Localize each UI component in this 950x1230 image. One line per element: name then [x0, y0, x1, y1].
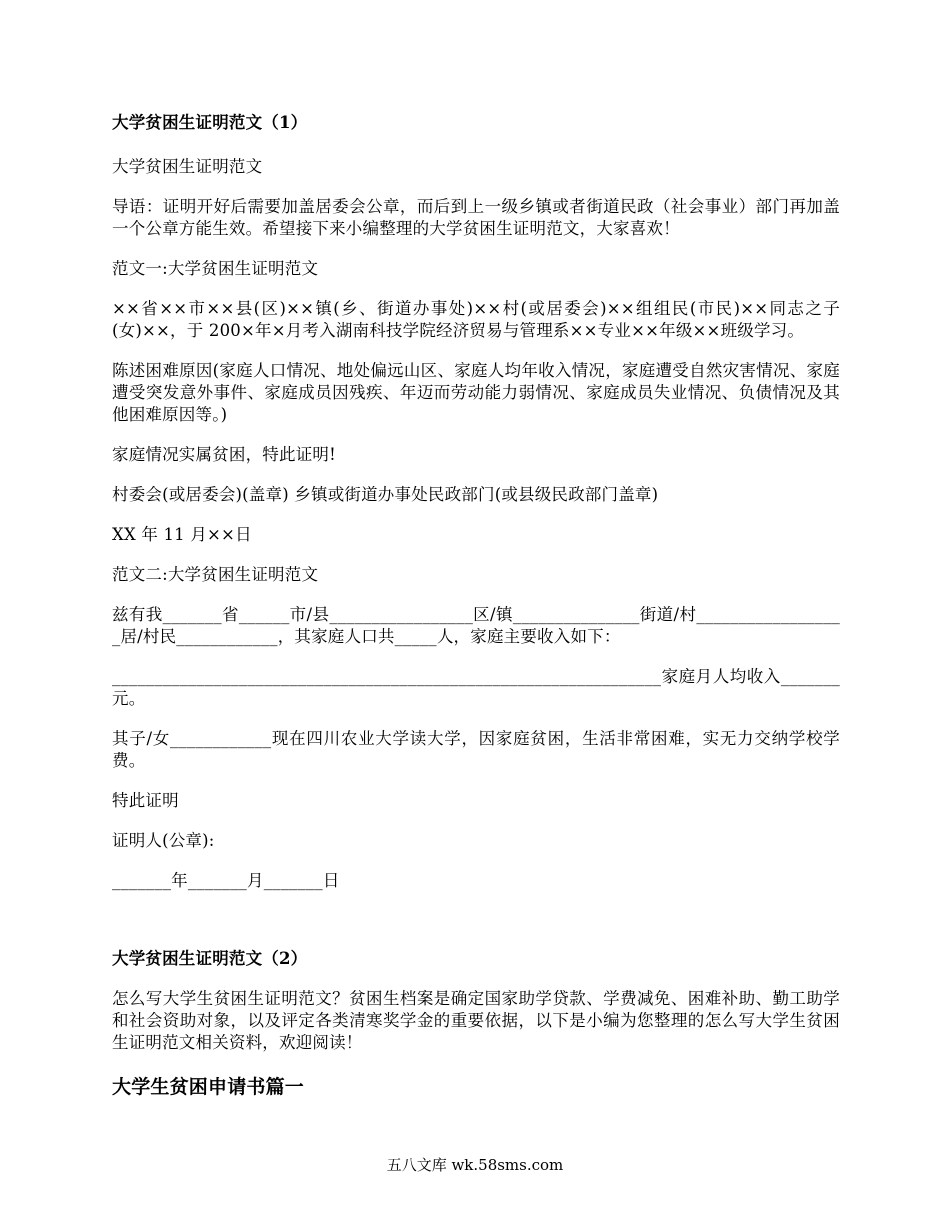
date-line-1: XX 年 11 月××日: [112, 525, 252, 544]
section-title-2: 大学贫困生证明范文（2）: [112, 949, 308, 968]
sample2-title: 范文二:大学贫困生证明范文: [112, 565, 319, 584]
fill-paragraph-1: 兹有我_______省______市/县_________________区/镇_______________街道/村__________________居/村民____________，其家庭人口共_____人，家庭主要收入如下：: [112, 605, 840, 646]
section-title-3: 大学生贫困申请书篇一: [112, 1076, 305, 1098]
witness-line: 证明人(公章):: [112, 831, 215, 850]
special-certify-line: 特此证明: [112, 791, 179, 810]
subtitle: 大学贫困生证明范文: [112, 157, 263, 176]
certify-line: 家庭情况实属贫困，特此证明!: [112, 445, 336, 464]
intro-paragraph: 导语：证明开好后需要加盖居委会公章，而后到上一级乡镇或者街道民政（社会事业）部门再加盖一个公章方能生效。希望接下来小编整理的大学贫困生证明范文，大家喜欢！: [112, 197, 840, 238]
reason-paragraph: 陈述困难原因(家庭人口情况、地处偏远山区、家庭人均年收入情况，家庭遭受自然灾害情况、家庭遭受突发意外事件、家庭成员因残疾、年迈而劳动能力弱情况、家庭成员失业情况、负债情况及其他困难原因等。): [112, 361, 840, 424]
date-line-2: _______年_______月_______日: [112, 871, 340, 890]
fill-paragraph-3: 其子/女____________现在四川农业大学读大学，因家庭贫困，生活非常困难，实无力交纳学校学费。: [112, 729, 840, 770]
section-title-1: 大学贫困生证明范文（1）: [112, 113, 308, 132]
sample1-title: 范文一:大学贫困生证明范文: [112, 259, 319, 278]
stamp-line: 村委会(或居委会)(盖章) 乡镇或街道办事处民政部门(或县级民政部门盖章): [112, 485, 659, 504]
footer-watermark: 五八文库 wk.58sms.com: [386, 1156, 564, 1174]
sample1-body: ××省××市××县(区)××镇(乡、街道办事处)××村(或居委会)××组组民(市民)××同志之子(女)××，于 200×年×月考入湖南科技学院经济贸易与管理系××专业××年级××班级学习。: [112, 299, 840, 340]
fill-paragraph-2: _________________________________________________________________家庭月人均收入_______元。: [112, 667, 840, 708]
document-body: [112, 112, 840, 1100]
section2-intro: 怎么写大学生贫困生证明范文？贫困生档案是确定国家助学贷款、学费减免、困难补助、勤工助学和社会资助对象，以及评定各类清寒奖学金的重要依据，以下是小编为您整理的怎么写大学生贫困生证明范文相关资料，欢迎阅读！: [112, 989, 840, 1052]
